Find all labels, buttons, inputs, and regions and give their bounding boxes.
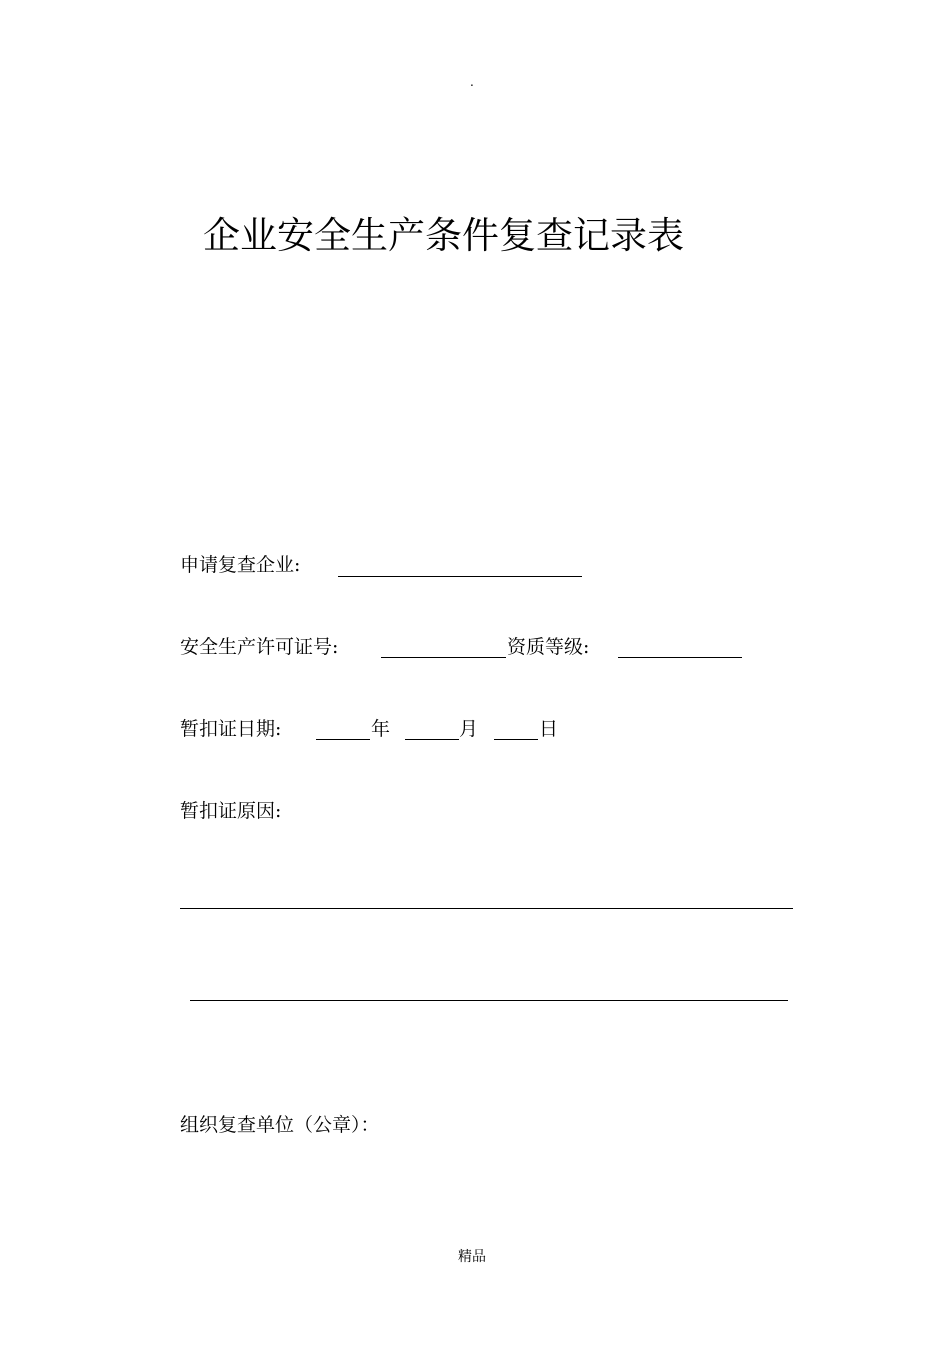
license-blank-line xyxy=(381,657,506,658)
reason-blank-line-1 xyxy=(180,908,793,909)
date-label: 暂扣证日期: xyxy=(180,718,282,740)
reason-label: 暂扣证原因: xyxy=(180,800,282,822)
license-label: 安全生产许可证号: xyxy=(180,636,339,658)
applicant-label: 申请复查企业: xyxy=(180,554,301,576)
reason-blank-line-2 xyxy=(190,1000,788,1001)
org-seal-label: 组织复查单位（公章）： xyxy=(180,1114,380,1136)
day-blank-line xyxy=(494,739,538,740)
month-unit: 月 xyxy=(459,718,479,740)
qualification-blank-line xyxy=(618,657,742,658)
applicant-blank-line xyxy=(338,576,582,577)
page-title: 企业安全生产条件复查记录表 xyxy=(203,214,684,257)
month-blank-line xyxy=(405,739,459,740)
year-blank-line xyxy=(316,739,370,740)
header-dot: . xyxy=(470,75,474,89)
footer-text: 精品 xyxy=(458,1249,486,1265)
year-unit: 年 xyxy=(371,718,391,740)
day-unit: 日 xyxy=(539,718,559,740)
qualification-label: 资质等级: xyxy=(507,636,590,658)
